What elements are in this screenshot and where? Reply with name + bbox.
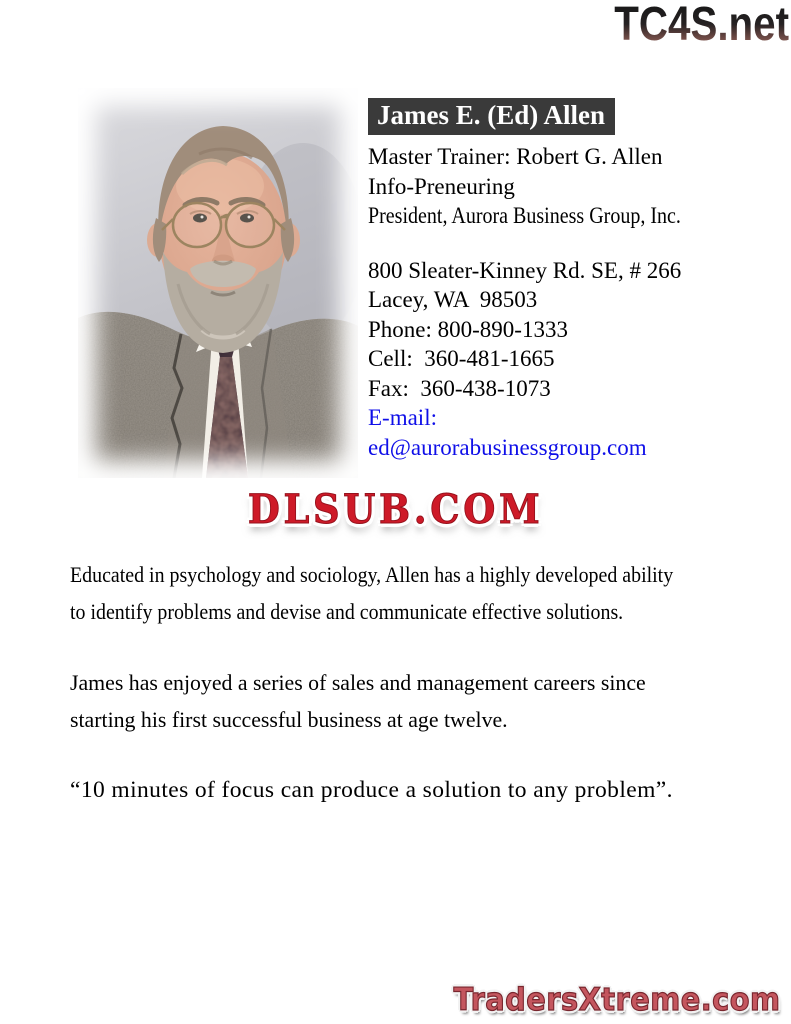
tradersxtreme-logo-text: TradersXtreme.com (454, 982, 781, 1018)
bio-paragraph-1 (70, 556, 770, 630)
portrait-photo (78, 88, 358, 478)
cell-line: Cell: 360-481-1665 (368, 346, 555, 371)
address-street: 800 Sleater-Kinney Rd. SE, # 266 (368, 257, 682, 283)
address-city: Lacey, WA 98503 (368, 287, 538, 312)
role-line-1: Master Trainer: Robert G. Allen (368, 144, 663, 169)
text-line: starting his first successful business at age twelve. (70, 707, 508, 732)
role-line-3: President, Aurora Business Group, Inc. (368, 203, 681, 228)
quote-text: “10 minutes of focus can produce a solution to any problem”. (70, 777, 673, 803)
phone-line: Phone: 800-890-1333 (368, 316, 568, 342)
dlsub-logo-text: DLSUB.COM (247, 486, 544, 533)
bio-section (70, 556, 770, 843)
text-line: to identify problems and devise and communicate effective solutions. (70, 599, 624, 624)
person-name: James E. (Ed) Allen (377, 100, 606, 130)
fax-line: Fax: 360-438-1073 (368, 375, 551, 401)
tradersxtreme-logo (429, 980, 781, 1020)
text-line: Educated in psychology and sociology, Allen has a highly developed ability (70, 562, 674, 587)
contact-card (368, 98, 703, 462)
tc4s-logo-text: TC4S.net (614, 0, 789, 51)
dlsub-logo (0, 487, 791, 533)
tc4s-logo (0, 0, 791, 51)
role-line-2: Info-Preneuring (368, 173, 515, 199)
email-address-link[interactable]: ed@aurorabusinessgroup.com (368, 434, 647, 460)
name-banner (368, 98, 615, 135)
quote-paragraph (70, 772, 770, 809)
portrait-illustration (78, 88, 358, 478)
email-label[interactable]: E-mail: (368, 405, 437, 430)
text-line: James has enjoyed a series of sales and management careers since (70, 670, 646, 695)
bio-paragraph-2 (70, 664, 770, 738)
